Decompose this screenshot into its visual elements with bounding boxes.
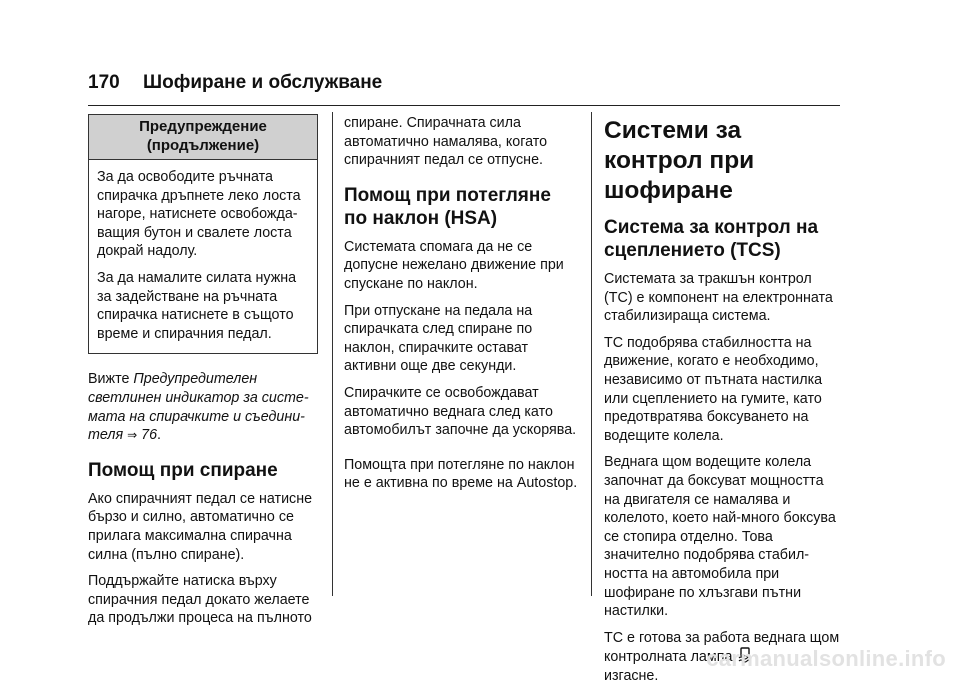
heading-hill-start-assist: Помощ при потегляне по наклон (HSA) (344, 184, 551, 229)
body-paragraph: Системата за тракшън контрол (TC) е компонент на електронната стабилизираща система. (604, 271, 833, 325)
warning-box (88, 114, 318, 354)
warning-title: Предупреждение (139, 118, 267, 135)
cross-reference-link[interactable]: Предупредителен светлинен индикатор за систе-мата на спирачките и съедини-теля (88, 371, 309, 444)
body-paragraph: При отпускане на педала на спирачката след спиране по наклон, спирачките остават активни още две секунди. (344, 302, 533, 375)
section-title: Шофиране и обслужване (143, 72, 383, 93)
tc-ready-text-end: изгасне. (604, 667, 659, 684)
column-2 (344, 114, 579, 501)
body-paragraph: спиране. Спирачната сила автоматично намалява, когато спирачният педал се отпусне. (344, 115, 548, 169)
heading-brake-assist: Помощ при спиране (88, 459, 278, 481)
body-paragraph: Веднага щом водещите колела започнат да боксуват мощността на двигателя се намалява и колелото, което най-много боксува се стопира отделно. Това значително подобрява стабил-ността на автомобила при шофиране по хлъзгави пътни настилки. (604, 454, 836, 620)
see-prefix: Вижте (88, 371, 130, 388)
watermark: carmanualsonline.info (706, 646, 946, 671)
body-paragraph: Помощта при потегляне по наклон не е активна по време на Autostop. (344, 456, 578, 492)
page-header (88, 70, 840, 106)
body-paragraph: Системата спомага да не се допусне нежелано движение при спускане по наклон. (344, 238, 564, 292)
body-paragraph: Спирачките се освобождават автоматично веднага след като автомобилът започне да ускорява. (344, 384, 577, 439)
see-dot: . (157, 427, 162, 444)
warning-paragraph: За да намалите силата нужна за задействане на ръчната спирачка натиснете в същото време и спирачния педал. (97, 269, 297, 342)
warning-paragraph: За да освободите ръчната спирачка дръпнете леко лоста нагоре, натиснете освобожда-ващия бутон и свалете лоста докрай надолу. (97, 169, 301, 260)
warning-body (89, 160, 317, 353)
warning-header (89, 115, 317, 160)
page-number: 170 (88, 72, 120, 93)
warning-subtitle: (продължение) (146, 137, 260, 154)
column-divider (332, 112, 333, 596)
heading-traction-control: Система за контрол на сцеплението (TCS) (604, 217, 819, 261)
body-paragraph: Поддържайте натиска върху спирачния педал докато желаете да продължи процеса на пълното (88, 573, 312, 627)
page-reference[interactable]: 76 (141, 427, 158, 444)
header-rule (88, 105, 840, 106)
see-reference (88, 370, 318, 444)
column-1 (88, 114, 318, 636)
body-paragraph: Ако спирачният педал се натисне бързо и силно, автоматично се прилага максимална спирачна силна (пълно спиране). (88, 490, 313, 563)
page-ref-arrow-icon: ⇒ (127, 428, 138, 443)
heading-driving-control-systems: Системи за контрол при шофиране (604, 117, 755, 204)
tc-ready-text: TC е готова за работа веднага щом контролната лампа (604, 629, 840, 666)
column-divider (591, 112, 592, 596)
body-paragraph: TC подобрява стабилността на движение, когато е необходимо, независимо от пътната настилка или сцеплението на гумите, като предотвратява боксуването на водещите колела. (604, 334, 823, 444)
column-3 (604, 114, 842, 693)
